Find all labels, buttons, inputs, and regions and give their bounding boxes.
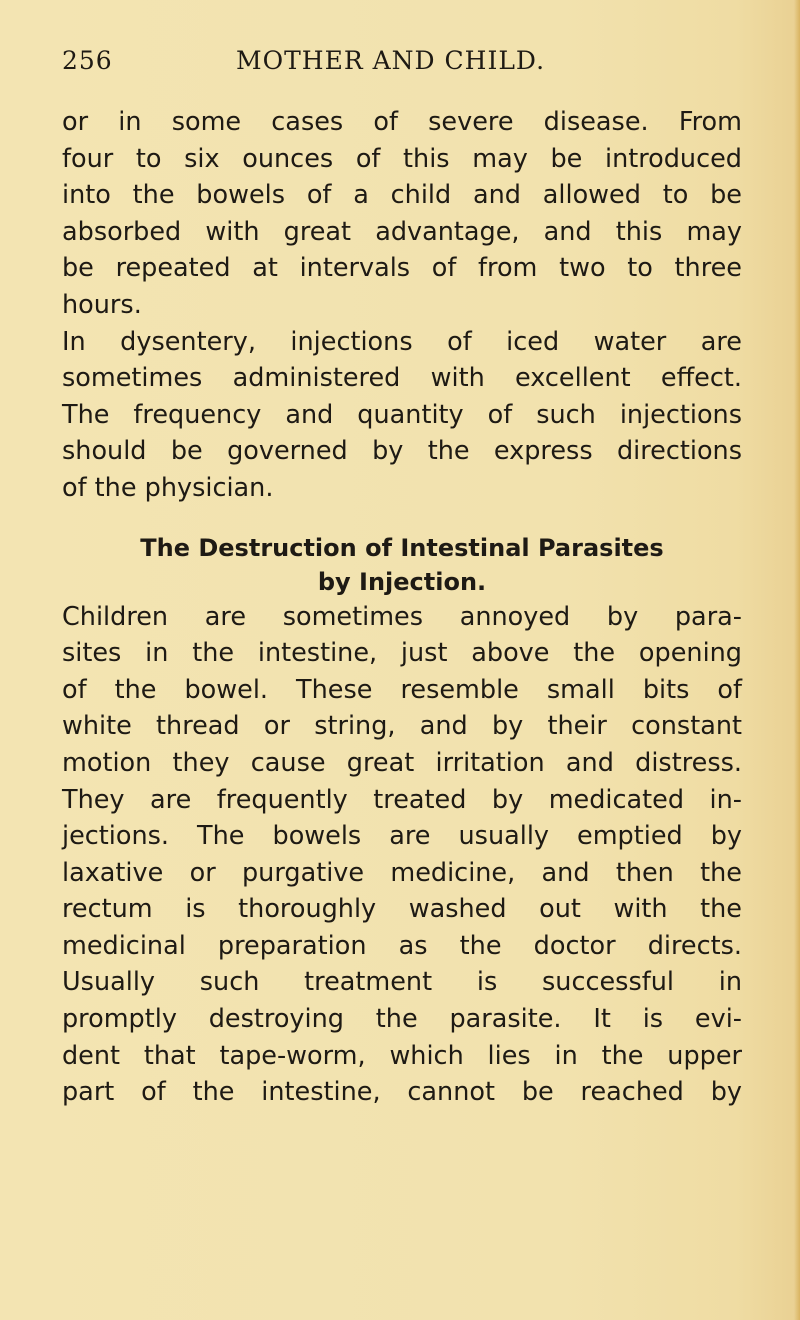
text-line: The frequency and quantity of such injections <box>62 399 742 430</box>
text-line: hours. <box>62 289 142 320</box>
text-line: absorbed with great advantage, and this may <box>62 216 742 247</box>
text-line: sites in the intestine, just above the opening <box>62 638 742 669</box>
text-line: Usually such treatment is successful in <box>62 967 742 998</box>
spacer <box>62 507 742 531</box>
text-line: promptly destroying the parasite. It is evi- <box>62 1004 742 1035</box>
heading-line: The Destruction of Intestinal Parasites <box>140 533 664 562</box>
page-number: 256 <box>62 46 113 75</box>
text-line: into the bowels of a child and allowed to be <box>62 180 742 211</box>
text-line: of the physician. <box>62 472 274 503</box>
paragraph <box>62 104 742 324</box>
text-line: laxative or purgative medicine, and then the <box>62 857 742 888</box>
text-line: Children are sometimes annoyed by para- <box>62 601 742 632</box>
running-title: MOTHER AND CHILD. <box>236 46 546 75</box>
page-edge-shadow <box>794 0 800 1320</box>
text-line: of the bowel. These resemble small bits of <box>62 674 742 705</box>
paragraph <box>62 324 742 507</box>
text-line: should be governed by the express directions <box>62 436 742 467</box>
text-line: sometimes administered with excellent effect. <box>62 363 742 394</box>
text-line: jections. The bowels are usually emptied by <box>62 821 742 852</box>
heading-line: by Injection. <box>317 567 487 596</box>
text-line: dent that tape-worm, which lies in the upper <box>62 1040 742 1071</box>
body-text <box>62 104 742 1111</box>
paragraph <box>62 599 742 1111</box>
running-head <box>62 46 742 86</box>
text-line: In dysentery, injections of iced water are <box>62 326 742 357</box>
text-line: white thread or string, and by their constant <box>62 711 742 742</box>
text-line: rectum is thoroughly washed out with the <box>62 894 742 925</box>
text-line: part of the intestine, cannot be reached by <box>62 1077 742 1108</box>
text-line: be repeated at intervals of from two to three <box>62 253 742 284</box>
text-line: or in some cases of severe disease. From <box>62 107 742 137</box>
text-line: They are frequently treated by medicated in- <box>62 784 742 815</box>
text-line: motion they cause great irritation and distress. <box>62 747 742 778</box>
section-heading <box>62 531 742 599</box>
text-line: medicinal preparation as the doctor directs. <box>62 930 742 961</box>
text-line: four to six ounces of this may be introduced <box>62 143 742 174</box>
